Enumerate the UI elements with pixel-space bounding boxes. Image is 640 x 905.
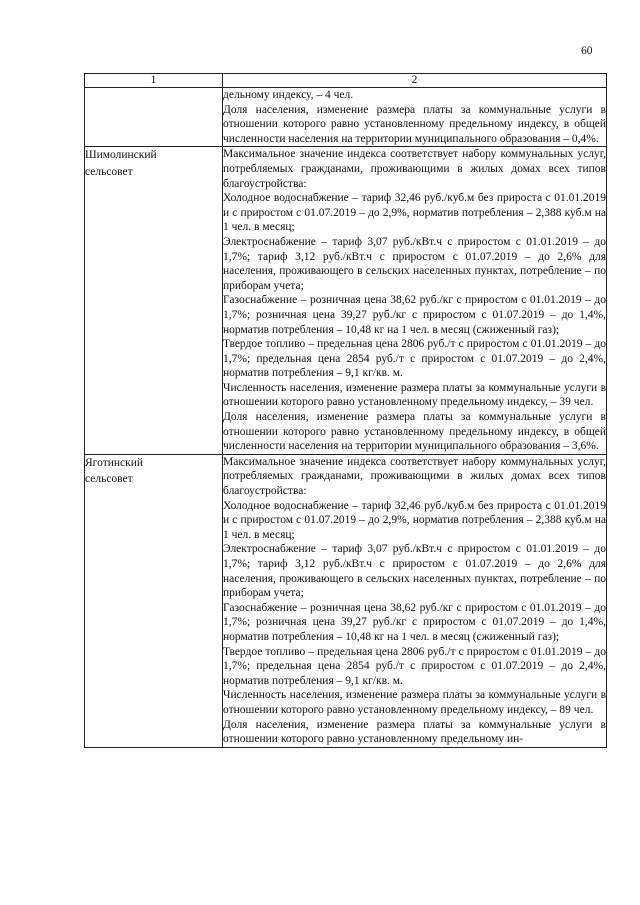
table-row-yagotinsky <box>85 454 607 747</box>
paragraph: Электроснабжение – тариф 3,07 руб./кВт.ч с приростом с 01.01.2019 – до 1,7%; тариф 3,12 руб./кВт.ч с приростом с 01.07.2019 – до 2,6% для населения, проживающего в сельских населенных пунктах, потребление – по приборам учета; <box>223 543 606 600</box>
table-row-continuation <box>85 88 607 147</box>
municipality-type: сельсовет <box>85 165 133 178</box>
paragraph: Газоснабжение – розничная цена 38,62 руб./кг с приростом с 01.01.2019 – до 1,7%; розничная цена 39,27 руб./кг с приростом с 01.07.2019 – до 1,4%, норматив потребления – 10,48 кг на 1 чел. в месяц (сжиженный газ); <box>223 601 606 643</box>
paragraph: Численность населения, изменение размера платы за коммунальные услуги в отношении которого равно установленному предельному индексу, – 39 чел. <box>223 381 606 409</box>
paragraph: Максимальное значение индекса соответствует набору коммунальных услуг, потребляемых гражданами, проживающими в жилых домах всех типов благоустройства: <box>223 455 606 498</box>
continuation-text-cell <box>223 88 607 147</box>
table-header-row <box>85 74 607 88</box>
table-row-shimolinsky <box>85 147 607 454</box>
paragraph: Твердое топливо – предельная цена 2806 руб./т с приростом с 01.01.2019 – до 1,7%; предельная цена 2854 руб./т с приростом с 01.07.2019 – до 2,4%, норматив потребления – 9,1 кг/кв. м. <box>223 645 606 687</box>
continuation-name-cell <box>85 88 223 147</box>
tariff-table <box>84 73 607 748</box>
col2-header: 2 <box>223 74 607 88</box>
page-number: 60 <box>581 45 593 57</box>
paragraph: Электроснабжение – тариф 3,07 руб./кВт.ч с приростом с 01.01.2019 – до 1,7%; тариф 3,12 руб./кВт.ч с приростом с 01.07.2019 – до 2,6% для населения, проживающего в сельских населенных пунктах, потребление – по приборам учета; <box>223 235 606 292</box>
tariff-description-cell <box>223 454 607 747</box>
municipality-name-cell <box>85 147 223 454</box>
municipality-name-cell <box>85 454 223 747</box>
paragraph: Численность населения, изменение размера платы за коммунальные услуги в отношении которого равно установленному предельному индексу, – 89 чел. <box>223 689 606 716</box>
paragraph: Твердое топливо – предельная цена 2806 руб./т с приростом с 01.01.2019 – до 1,7%; предельная цена 2854 руб./т с приростом с 01.07.2019 – до 2,4%, норматив потребления – 9,1 кг/кв. м. <box>223 338 606 380</box>
municipality-name: Шимолинский <box>85 149 157 162</box>
paragraph: Холодное водоснабжение – тариф 32,46 руб./куб.м без прироста с 01.01.2019 и с приростом с 01.07.2019 – до 2,9%, норматив потребления – 2,388 куб.м на 1 чел. в месяц; <box>223 499 606 541</box>
paragraph: Газоснабжение – розничная цена 38,62 руб./кг с приростом с 01.01.2019 – до 1,7%; розничная цена 39,27 руб./кг с приростом с 01.07.2019 – до 1,4%, норматив потребления – 10,48 кг на 1 чел. в месяц (сжиженный газ); <box>223 294 606 336</box>
paragraph: Доля населения, изменение размера платы за коммунальные услуги в отношении которого равно установленному предельному индексу, в общей численности населения на территории муниципального образования – 0,4%. <box>223 103 606 145</box>
paragraph: дельному индексу, – 4 чел. <box>223 89 354 101</box>
tariff-description-cell <box>223 147 607 454</box>
paragraph: Холодное водоснабжение – тариф 32,46 руб./куб.м без прироста с 01.01.2019 и с приростом с 01.07.2019 – до 2,9%, норматив потребления – 2,388 куб.м на 1 чел. в месяц; <box>223 192 606 234</box>
municipality-name: Яготинский <box>85 456 144 469</box>
paragraph: Доля населения, изменение размера платы за коммунальные услуги в отношении которого равно установленному предельному индексу, в общей численности населения на территории муниципального образования – 3,6%. <box>223 411 606 453</box>
paragraph: Доля населения, изменение размера платы за коммунальные услуги в отношении которого равно установленному предельному ин- <box>223 718 606 746</box>
paragraph: Максимальное значение индекса соответствует набору коммунальных услуг, потребляемых гражданами, проживающими в жилых домах всех типов благоустройства: <box>223 148 606 190</box>
municipality-type: сельсовет <box>85 473 133 486</box>
col1-header: 1 <box>85 74 223 88</box>
